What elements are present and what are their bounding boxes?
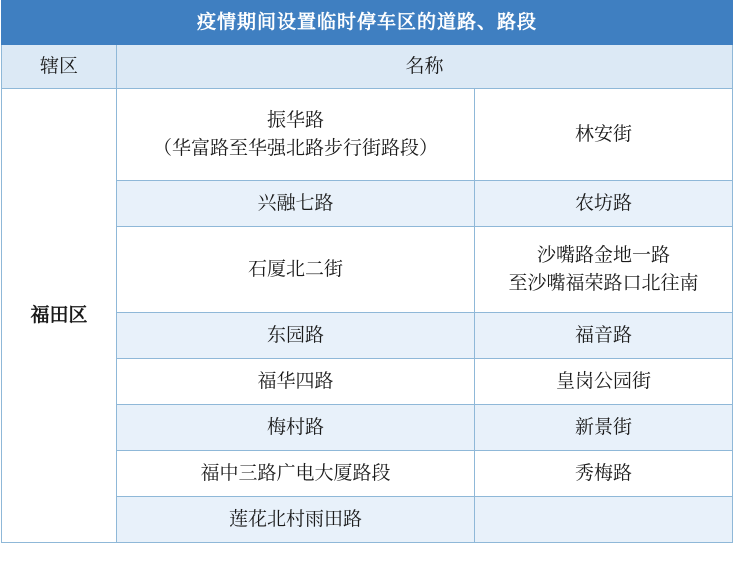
road-name-cell [475,313,733,359]
road-name-line: 莲花北村雨田路 [228,508,362,530]
road-name-cell [117,227,475,313]
road-name-cell [475,181,733,227]
road-name-cell [117,405,475,451]
road-name-cell [117,451,475,497]
road-name-line: 皇岗公园街 [555,370,651,392]
parking-areas-table [1,0,733,543]
title-row [2,1,733,45]
road-name-cell [475,89,733,181]
header-name: 名称 [117,45,733,89]
road-name-line: 至沙嘴福荣路口北往南 [508,272,699,294]
table-title: 疫情期间设置临时停车区的道路、路段 [2,1,733,45]
road-name-cell [475,497,733,543]
road-name-line: 福音路 [574,324,632,346]
road-name-cell [117,313,475,359]
road-name-line: 福中三路广电大厦路段 [200,462,391,484]
road-name-cell [475,227,733,313]
road-name-line: 石厦北二街 [247,258,343,280]
table-row [2,89,733,181]
road-name-line: 福华四路 [257,370,334,392]
road-name-line: 东园路 [266,324,324,346]
road-name-line: 振华路 [266,109,324,131]
road-name-line: 梅村路 [266,416,324,438]
road-name-line: 沙嘴路金地一路 [536,244,670,266]
road-name-line: 林安街 [574,123,632,145]
header-row [2,45,733,89]
road-name-cell [117,181,475,227]
road-name-cell [117,89,475,181]
road-name-line: 兴融七路 [257,192,334,214]
road-name-line: 新景街 [574,416,632,438]
road-name-cell [117,359,475,405]
road-name-cell [475,405,733,451]
road-name-cell [117,497,475,543]
road-name-line: 秀梅路 [574,462,632,484]
district-cell: 福田区 [2,89,117,543]
road-name-cell [475,451,733,497]
road-name-line: 农坊路 [574,192,632,214]
road-name-cell [475,359,733,405]
header-district: 辖区 [2,45,117,89]
road-name-line: （华富路至华强北路步行街路段） [152,137,438,159]
table-body [2,1,733,543]
